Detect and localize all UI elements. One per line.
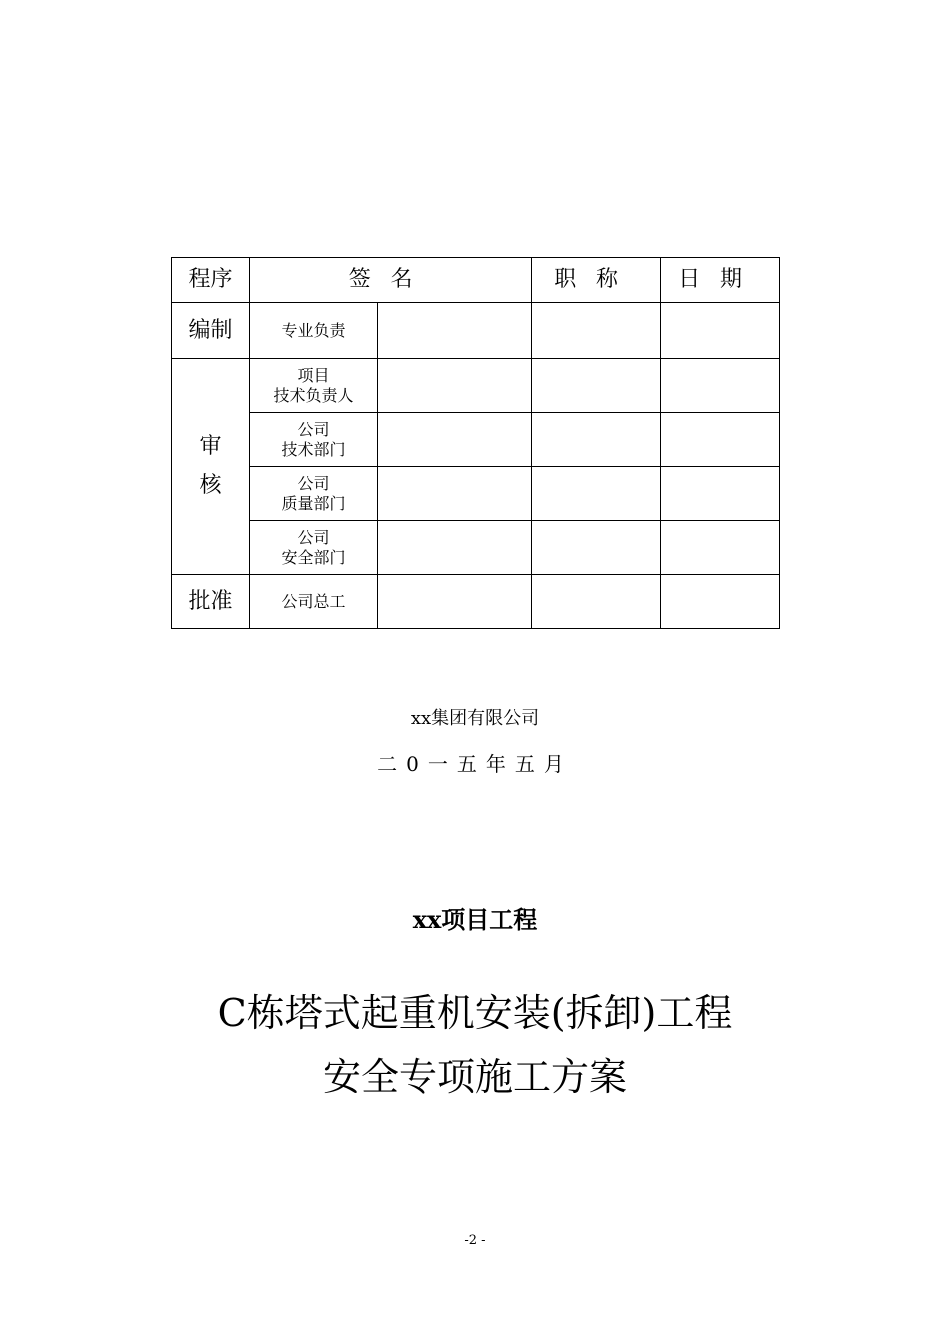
role-cell: 公司总工: [250, 575, 378, 629]
table-row: [172, 303, 780, 359]
role-cell: [250, 413, 378, 467]
date-cell: [661, 575, 780, 629]
role-line1: 项目: [297, 365, 330, 385]
role-line1: 公司: [297, 419, 330, 439]
table-header-row: [172, 258, 780, 303]
role-line2: 技术部门: [281, 439, 346, 459]
role-line1: 公司: [297, 527, 330, 547]
signature-cell: [378, 467, 532, 521]
date-cell: [661, 413, 780, 467]
table-row: [172, 359, 780, 413]
header-date: 日期: [661, 258, 780, 303]
role-cell: 专业负责: [250, 303, 378, 359]
page-number: -2 -: [464, 1233, 486, 1248]
header-procedure: 程序: [172, 258, 250, 303]
label-shenhe-char2: 核: [199, 472, 222, 498]
date-cell: [661, 303, 780, 359]
table-row: [172, 467, 780, 521]
header-signature: 签名: [250, 258, 532, 303]
title-cell: [532, 359, 661, 413]
table-row: [172, 575, 780, 629]
signature-cell: [378, 359, 532, 413]
document-title-line2: 安全专项施工方案: [322, 1055, 627, 1099]
table-row: [172, 521, 780, 575]
signature-cell: [378, 575, 532, 629]
role-line1: 公司: [297, 473, 330, 493]
date-cell: [661, 521, 780, 575]
title-cell: [532, 467, 661, 521]
role-line2: 安全部门: [281, 547, 346, 567]
role-cell: [250, 359, 378, 413]
title-cell: [532, 521, 661, 575]
label-shenhe-char1: 审: [199, 434, 222, 460]
signature-cell: [378, 303, 532, 359]
approval-table: [171, 257, 780, 629]
signature-cell: [378, 413, 532, 467]
project-name: xx项目工程: [412, 905, 538, 934]
date-cell: [661, 467, 780, 521]
table-row: [172, 413, 780, 467]
role-cell: [250, 521, 378, 575]
signature-cell: [378, 521, 532, 575]
company-name: xx集团有限公司: [410, 708, 540, 729]
date-cell: [661, 359, 780, 413]
document-date: 二0一五年五月: [377, 752, 573, 776]
title-cell: [532, 575, 661, 629]
role-cell: [250, 467, 378, 521]
role-line2: 质量部门: [281, 493, 346, 513]
title-cell: [532, 303, 661, 359]
document-title-line1: C栋塔式起重机安装(拆卸)工程: [217, 991, 733, 1035]
role-line2: 技术负责人: [273, 385, 354, 405]
label-pizhun: 批准: [172, 575, 250, 629]
label-shenhe: [172, 359, 250, 575]
label-bianzhi: 编制: [172, 303, 250, 359]
title-cell: [532, 413, 661, 467]
header-title: 职称: [532, 258, 661, 303]
